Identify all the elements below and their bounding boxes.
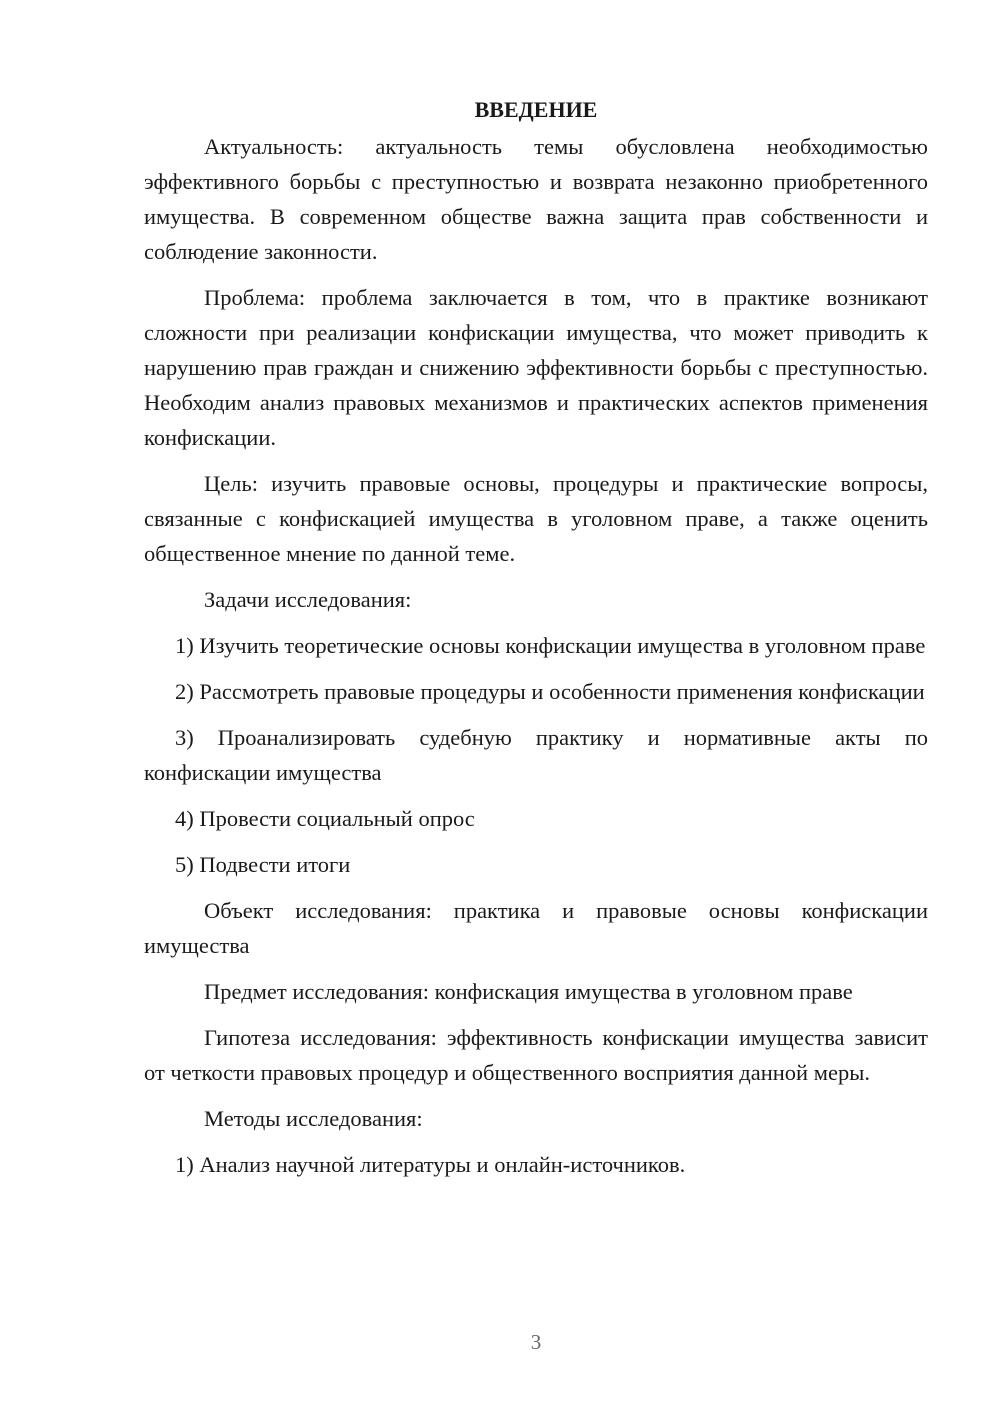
methods-heading: Методы исследования:	[204, 1106, 423, 1131]
paragraph-object: Объект исследования: практика и правовые основы конфискации имущества	[144, 898, 928, 958]
task-item-3: 3) Проанализировать судебную практику и нормативные акты по конфискации имущества	[144, 725, 928, 785]
task-item-1: 1) Изучить теоретические основы конфискации имущества в уголовном праве	[175, 633, 926, 658]
paragraph-hypothesis: Гипотеза исследования: эффективность конфискации имущества зависит от четкости правовых процедур и общественного восприятия данной меры.	[144, 1025, 928, 1085]
paragraph-relevance: Актуальность: актуальность темы обусловлена необходимостью эффективного борьбы с преступностью и возврата незаконно приобретенного имущества. В современном обществе важна защита прав собственности и соблюдение законности.	[144, 134, 928, 264]
tasks-heading: Задачи исследования:	[204, 587, 412, 612]
page-number: 3	[530, 1330, 542, 1354]
paragraph-goal: Цель: изучить правовые основы, процедуры и практические вопросы, связанные с конфискацией имущества в уголовном праве, а также оценить общественное мнение по данной теме.	[144, 471, 928, 566]
paragraph-subject: Предмет исследования: конфискация имущества в уголовном праве	[204, 979, 853, 1004]
section-title: ВВЕДЕНИЕ	[474, 97, 598, 122]
task-item-2: 2) Рассмотреть правовые процедуры и особенности применения конфискации	[175, 679, 925, 704]
method-item-1: 1) Анализ научной литературы и онлайн-источников.	[175, 1152, 686, 1177]
paragraph-problem: Проблема: проблема заключается в том, что в практике возникают сложности при реализации конфискации имущества, что может приводить к нарушению прав граждан и снижению эффективности борьбы с преступностью. Необходим анализ правовых механизмов и практических аспектов применения конфискации.	[144, 285, 928, 450]
task-item-5: 5) Подвести итоги	[175, 852, 351, 877]
document-page	[144, 92, 928, 1193]
task-item-4: 4) Провести социальный опрос	[175, 806, 475, 831]
